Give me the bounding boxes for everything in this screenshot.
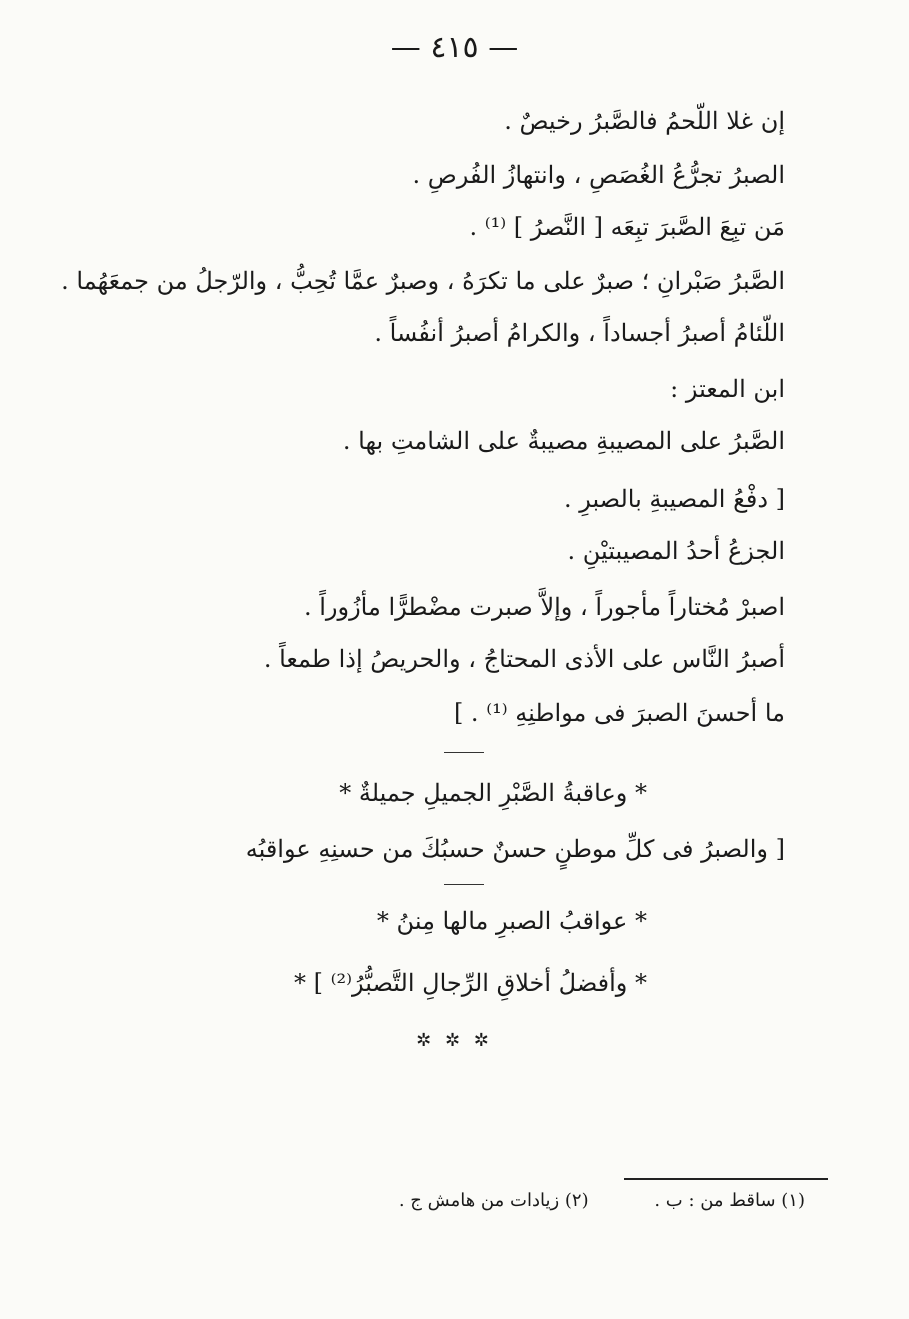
prose-line: الصبرُ تجرُّعُ الغُصَصِ ، وانتهازُ الفُرصِ . bbox=[412, 161, 785, 189]
prose-line: [ دفْعُ المصيبةِ بالصبرِ . bbox=[563, 485, 785, 513]
prose-line: ما أحسنَ الصبرَ فى مواطنِهِ ⁽¹⁾ . ] bbox=[453, 699, 785, 727]
prose-line: الجزعُ أحدُ المصيبتيْنِ . bbox=[567, 537, 785, 565]
section-heading: ابن المعتز : bbox=[670, 375, 785, 403]
section-divider-stars: ✲ ✲ ✲ bbox=[416, 1030, 493, 1051]
prose-line: أصبرُ النَّاس على الأذى المحتاجُ ، والحريصُ إذا طمعاً . bbox=[263, 645, 785, 673]
prose-line: مَن تبِعَ الصَّبرَ تبِعَه [ النَّصرُ ] ⁽¹⁾ . bbox=[469, 213, 785, 241]
prose-line: إن غلا اللّحمُ فالصَّبرُ رخيصٌ . bbox=[504, 107, 785, 135]
footnote-1: (١) ساقط من : ب . bbox=[654, 1190, 805, 1211]
prose-line: الصَّبرُ على المصيبةِ مصيبةٌ على الشامتِ بها . bbox=[342, 427, 785, 455]
separator-rule bbox=[444, 752, 484, 753]
footnote-rule bbox=[624, 1178, 828, 1180]
verse-line: * وأفضلُ أخلاقِ الرِّجالِ التَّصبُّرُ⁽²⁾ ] * bbox=[293, 969, 647, 997]
page-number: — ٤١٥ — bbox=[390, 30, 519, 65]
verse-line: * عواقبُ الصبرِ مالها مِننُ * bbox=[376, 907, 647, 935]
verse-line: [ والصبرُ فى كلِّ موطنٍ حسنٌ حسبُكَ من حسنِهِ عواقبُه bbox=[245, 835, 785, 863]
separator-rule bbox=[444, 884, 484, 885]
prose-line: اللّئامُ أصبرُ أجساداً ، والكرامُ أصبرُ أنفُساً . bbox=[374, 319, 785, 347]
footnote-2: (٢) زيادات من هامش ج . bbox=[398, 1190, 589, 1211]
prose-line: الصَّبرُ صَبْرانِ ؛ صبرٌ على ما تكرَهُ ، وصبرٌ عمَّا تُحِبُّ ، والرّجلُ من جمعَهُما . bbox=[61, 267, 785, 295]
verse-line: * وعاقبةُ الصَّبْرِ الجميلِ جميلةٌ * bbox=[339, 779, 647, 807]
prose-line: اصبرْ مُختاراً مأجوراً ، وإلاَّ صبرت مضْطرًّا مأزُوراً . bbox=[303, 593, 785, 621]
footnotes bbox=[339, 1190, 805, 1211]
